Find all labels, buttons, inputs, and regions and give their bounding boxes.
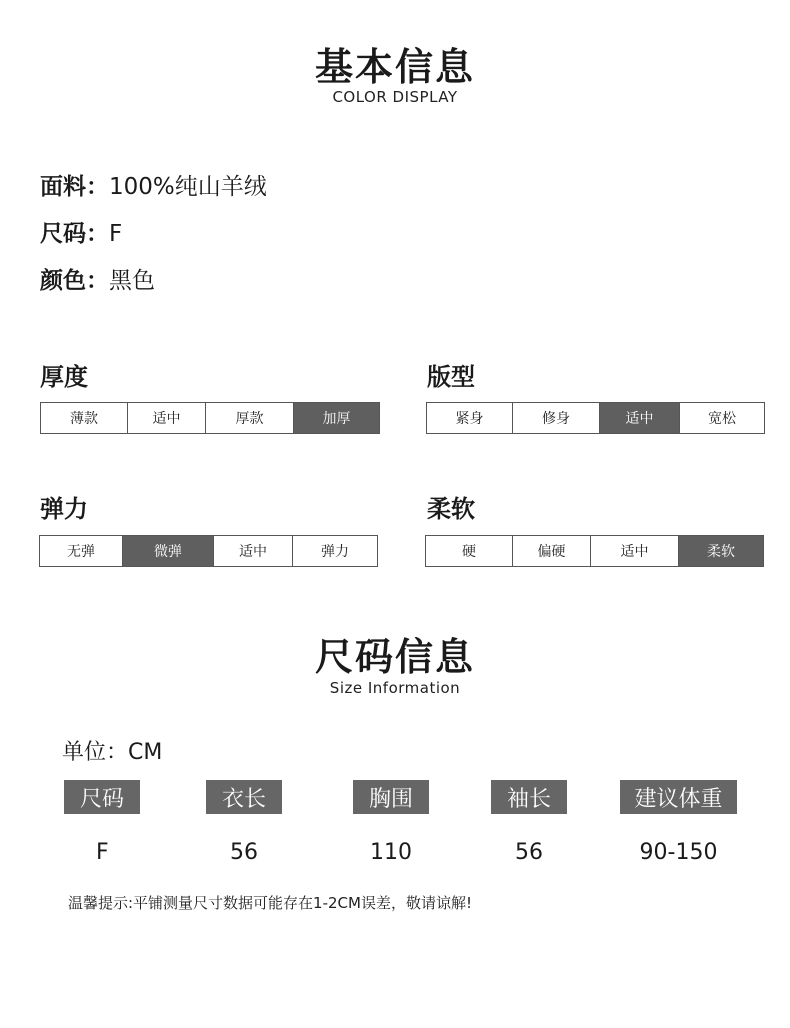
size-value-size: F (96, 840, 109, 865)
scale-thickness (40, 402, 380, 434)
scale-option: 适中 (128, 403, 206, 433)
size-header-chest: 胸围 (353, 780, 429, 814)
scale-elasticity (39, 535, 378, 567)
attr-label-elasticity: 弹力 (40, 495, 88, 523)
info-row-color (40, 262, 155, 295)
size-header-sleeve: 袖长 (491, 780, 567, 814)
scale-option: 柔软 (679, 536, 763, 566)
scale-option: 弹力 (293, 536, 377, 566)
size-header-weight: 建议体重 (620, 780, 737, 814)
size-info-subtitle: Size Information (329, 679, 461, 697)
scale-option: 偏硬 (513, 536, 591, 566)
size-info-title: 尺码信息 (314, 635, 475, 679)
info-value: 100%纯山羊绒 (109, 174, 267, 200)
attr-label-thickness: 厚度 (40, 363, 88, 391)
info-key: 面料： (40, 174, 109, 200)
size-value-weight: 90-150 (639, 840, 718, 865)
info-value: F (109, 221, 123, 247)
scale-option: 微弹 (123, 536, 214, 566)
info-key: 颜色： (40, 268, 109, 294)
basic-info-subtitle: COLOR DISPLAY (332, 88, 458, 106)
scale-option: 宽松 (680, 403, 764, 433)
size-value-sleeve: 56 (515, 840, 543, 865)
size-value-length: 56 (230, 840, 258, 865)
scale-option: 适中 (600, 403, 680, 433)
size-unit-label: 单位：CM (62, 740, 163, 765)
size-value-chest: 110 (370, 840, 412, 865)
scale-option: 硬 (426, 536, 513, 566)
attr-label-fit: 版型 (427, 363, 475, 391)
info-key: 尺码： (40, 221, 109, 247)
size-header-size: 尺码 (64, 780, 140, 814)
size-header-length: 衣长 (206, 780, 282, 814)
info-row-fabric (40, 168, 267, 201)
scale-option: 加厚 (294, 403, 379, 433)
info-value: 黑色 (109, 268, 155, 294)
scale-option: 紧身 (427, 403, 513, 433)
measurement-note: 温馨提示:平铺测量尺寸数据可能存在1-2CM误差，敬请谅解! (68, 894, 472, 912)
info-row-size (40, 215, 122, 248)
scale-option: 适中 (214, 536, 293, 566)
basic-info-title: 基本信息 (314, 45, 475, 89)
scale-option: 修身 (513, 403, 600, 433)
scale-softness (425, 535, 764, 567)
scale-option: 适中 (591, 536, 679, 566)
scale-option: 厚款 (206, 403, 294, 433)
scale-option: 无弹 (40, 536, 123, 566)
scale-option: 薄款 (41, 403, 128, 433)
attr-label-softness: 柔软 (427, 495, 475, 523)
scale-fit (426, 402, 765, 434)
